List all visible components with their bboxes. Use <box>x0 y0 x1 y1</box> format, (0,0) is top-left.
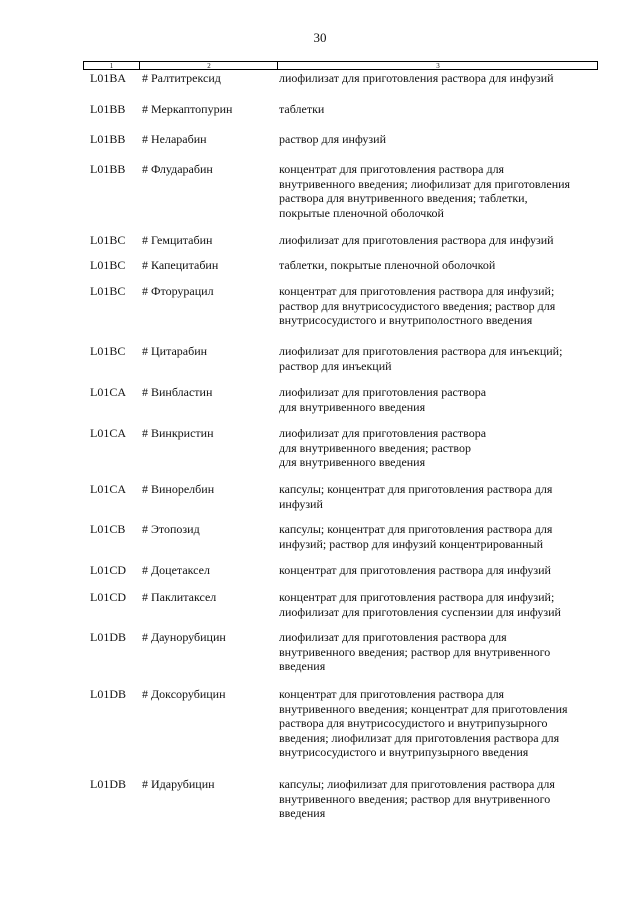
atc-code: L01CD <box>90 590 126 604</box>
dosage-form-line: капсулы; концентрат для приготовления раствора для <box>279 482 553 496</box>
atc-code: L01CA <box>90 426 126 440</box>
atc-code: L01DB <box>90 777 126 791</box>
dosage-form-line: концентрат для приготовления раствора для инфузий; <box>279 284 555 298</box>
dosage-form <box>279 522 599 551</box>
drug-name: # Паклитаксел <box>142 590 217 604</box>
dosage-form <box>279 344 599 373</box>
dosage-form-line: концентрат для приготовления раствора для <box>279 162 505 176</box>
dosage-form-line: лиофилизат для приготовления суспензии для инфузий <box>279 604 561 619</box>
atc-code: L01BB <box>90 132 126 146</box>
dosage-form <box>279 777 599 821</box>
dosage-form-line: внутривенного введения; концентрат для приготовления <box>279 701 568 716</box>
atc-code: L01BB <box>90 162 126 176</box>
page-number: 30 <box>313 30 327 45</box>
dosage-form-line: капсулы; концентрат для приготовления раствора для <box>279 522 553 536</box>
drug-name: # Флударабин <box>142 162 213 176</box>
dosage-form-line: внутрисосудистого и внутрипузырного введения <box>279 745 529 759</box>
atc-code: L01CA <box>90 385 126 399</box>
drug-name: # Фторурацил <box>142 284 214 298</box>
atc-code: L01CD <box>90 563 126 577</box>
drug-name: # Гемцитабин <box>142 233 213 247</box>
drug-name: # Доксорубицин <box>142 687 226 701</box>
dosage-form-line: концентрат для приготовления раствора для инфузий; <box>279 590 555 604</box>
atc-code: L01BA <box>90 71 126 85</box>
dosage-form-line: таблетки <box>279 102 325 116</box>
drug-name: # Капецитабин <box>142 258 219 272</box>
atc-code: L01BC <box>90 233 126 247</box>
drug-name: # Меркаптопурин <box>142 102 233 116</box>
dosage-form-line: раствор для внутрисосудистого введения; раствор для <box>279 298 556 313</box>
drug-name: # Неларабин <box>142 132 207 146</box>
dosage-form-line: введения <box>279 659 326 673</box>
column-header-1: 1 <box>109 62 114 70</box>
dosage-form <box>279 426 599 470</box>
drug-name: # Винкристин <box>142 426 214 440</box>
dosage-form <box>279 687 599 760</box>
dosage-form-line: таблетки, покрытые пленочной оболочкой <box>279 258 496 272</box>
drug-name: # Винбластин <box>142 385 213 399</box>
dosage-form <box>279 284 599 328</box>
atc-code: L01CB <box>90 522 126 536</box>
dosage-form <box>279 132 599 147</box>
atc-code: L01CA <box>90 482 126 496</box>
dosage-form-line: капсулы; лиофилизат для приготовления раствора для <box>279 777 555 791</box>
dosage-form-line: раствор для инъекций <box>279 358 392 373</box>
dosage-form-line: для внутривенного введения; раствор <box>279 440 471 455</box>
dosage-form-line: для внутривенного введения <box>279 455 426 469</box>
drug-name: # Даунорубицин <box>142 630 226 644</box>
dosage-form <box>279 630 599 674</box>
atc-code: L01BC <box>90 258 126 272</box>
dosage-form-line: лиофилизат для приготовления раствора <box>279 426 487 440</box>
dosage-form <box>279 258 599 273</box>
dosage-form <box>279 385 599 414</box>
dosage-form-line: раствора для внутривенного введения; таблетки, <box>279 191 528 205</box>
dosage-form-line: покрытые пленочной оболочкой <box>279 205 444 220</box>
dosage-form-line: раствор для инфузий <box>279 132 386 146</box>
dosage-form-line: введения; лиофилизат для приготовления раствора для <box>279 730 560 745</box>
drug-name: # Винорелбин <box>142 482 215 496</box>
dosage-form-line: введения <box>279 806 326 820</box>
drug-name: # Идарубицин <box>142 777 215 791</box>
atc-code: L01BB <box>90 102 126 116</box>
dosage-form-line: лиофилизат для приготовления раствора для инфузий <box>279 71 554 85</box>
atc-code: L01DB <box>90 687 126 701</box>
dosage-form-line: лиофилизат для приготовления раствора для инъекций; <box>279 344 563 358</box>
atc-code: L01BC <box>90 344 126 358</box>
dosage-form-line: внутривенного введения; раствор для внутривенного <box>279 791 551 806</box>
atc-code: L01BC <box>90 284 126 298</box>
dosage-form <box>279 482 599 511</box>
dosage-form <box>279 162 599 220</box>
dosage-form <box>279 102 599 117</box>
table-header <box>83 61 598 70</box>
dosage-form <box>279 71 599 86</box>
dosage-form-line: раствора для внутрисосудистого и внутрипузырного <box>279 716 548 730</box>
dosage-form-line: для внутривенного введения <box>279 399 426 414</box>
dosage-form-line: концентрат для приготовления раствора для инфузий <box>279 563 551 577</box>
dosage-form-line: внутривенного введения; раствор для внутривенного <box>279 644 551 659</box>
dosage-form-line: лиофилизат для приготовления раствора <box>279 385 487 399</box>
column-header-2: 2 <box>139 62 278 70</box>
drug-name: # Доцетаксел <box>142 563 210 577</box>
dosage-form <box>279 233 599 248</box>
drug-name: # Этопозид <box>142 522 200 536</box>
dosage-form <box>279 563 599 578</box>
dosage-form <box>279 590 599 619</box>
drug-name: # Цитарабин <box>142 344 208 358</box>
dosage-form-line: внутрисосудистого и внутриполостного введения <box>279 313 533 327</box>
drug-name: # Ралтитрексид <box>142 71 221 85</box>
dosage-form-line: инфузий; раствор для инфузий концентрированный <box>279 536 544 551</box>
dosage-form-line: лиофилизат для приготовления раствора для <box>279 630 507 644</box>
dosage-form-line: инфузий <box>279 496 323 511</box>
column-header-3: 3 <box>277 62 598 70</box>
dosage-form-line: внутривенного введения; лиофилизат для приготовления <box>279 176 571 191</box>
atc-code: L01DB <box>90 630 126 644</box>
dosage-form-line: лиофилизат для приготовления раствора для инфузий <box>279 233 554 247</box>
dosage-form-line: концентрат для приготовления раствора для <box>279 687 505 701</box>
